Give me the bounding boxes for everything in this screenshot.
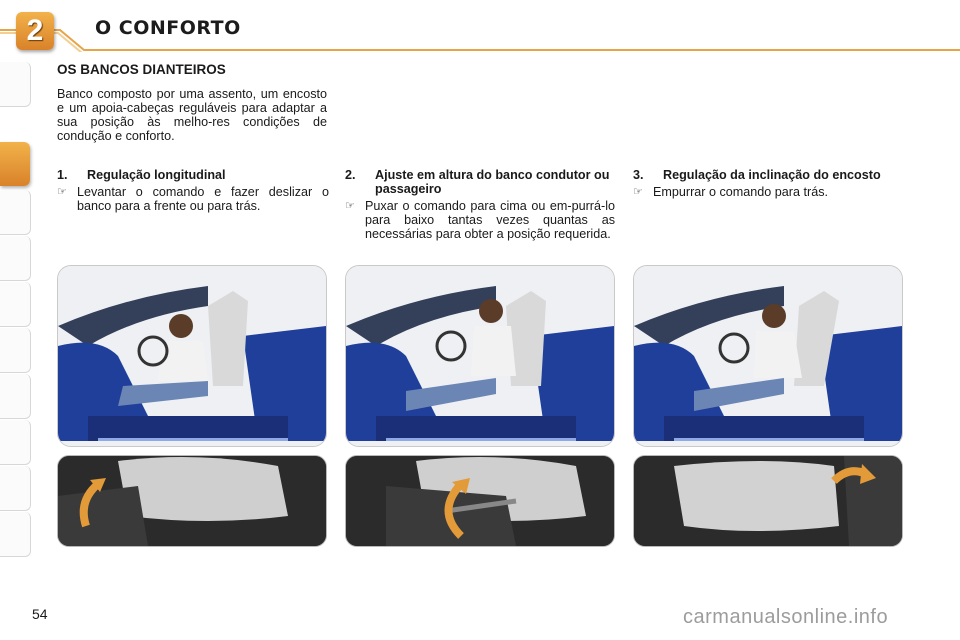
section-title: OS BANCOS DIANTEIROS — [57, 62, 226, 77]
chapter-tab-3[interactable] — [0, 190, 31, 235]
step-3 — [633, 168, 903, 199]
chapter-tab-6[interactable] — [0, 328, 31, 373]
seat-lever-detail-2 — [345, 455, 615, 547]
step-number: 2. — [345, 168, 356, 182]
chapter-tab-strip — [0, 62, 32, 574]
chapter-tab-1[interactable] — [0, 62, 31, 107]
car-seat-photo-2 — [345, 265, 615, 447]
chapter-tab-2-active[interactable] — [0, 142, 30, 186]
step-text: Levantar o comando e fazer deslizar o banco para a frente ou para trás. — [77, 185, 329, 213]
seat-lever-detail-3 — [633, 455, 903, 547]
step-number: 1. — [57, 168, 68, 182]
step-2 — [345, 168, 615, 241]
step-title: Regulação da inclinação do encosto — [663, 168, 881, 182]
step-text: Puxar o comando para cima ou em-purrá-lo para baixo tantas vezes quantas as necessárias para obter a posição requerida. — [365, 199, 615, 241]
intro-paragraph: Banco composto por uma assento, um encosto e um apoia-cabeças reguláveis para adaptar a sua posição às melho-res condições de condução e conforto. — [57, 87, 327, 143]
page-number: 54 — [32, 606, 48, 622]
chapter-tab-4[interactable] — [0, 236, 31, 281]
pointing-hand-icon: ☞ — [345, 200, 355, 212]
chapter-tab-10[interactable] — [0, 512, 31, 557]
chapter-tab-9[interactable] — [0, 466, 31, 511]
chapter-title: O CONFORTO — [95, 17, 241, 39]
chapter-number-badge: 2 — [16, 12, 54, 50]
pointing-hand-icon: ☞ — [633, 186, 643, 198]
step-1 — [57, 168, 329, 213]
chapter-tab-8[interactable] — [0, 420, 31, 465]
header-bar — [0, 0, 960, 52]
pointing-hand-icon: ☞ — [57, 186, 67, 198]
step-title: Regulação longitudinal — [87, 168, 226, 182]
step-text: Empurrar o comando para trás. — [653, 185, 828, 199]
car-seat-photo-1 — [57, 265, 327, 447]
car-seat-photo-3 — [633, 265, 903, 447]
chapter-tab-7[interactable] — [0, 374, 31, 419]
watermark: carmanualsonline.info — [683, 606, 889, 628]
chapter-tab-5[interactable] — [0, 282, 31, 327]
step-number: 3. — [633, 168, 644, 182]
seat-lever-detail-1 — [57, 455, 327, 547]
step-title: Ajuste em altura do banco condutor ou passageiro — [375, 168, 610, 196]
